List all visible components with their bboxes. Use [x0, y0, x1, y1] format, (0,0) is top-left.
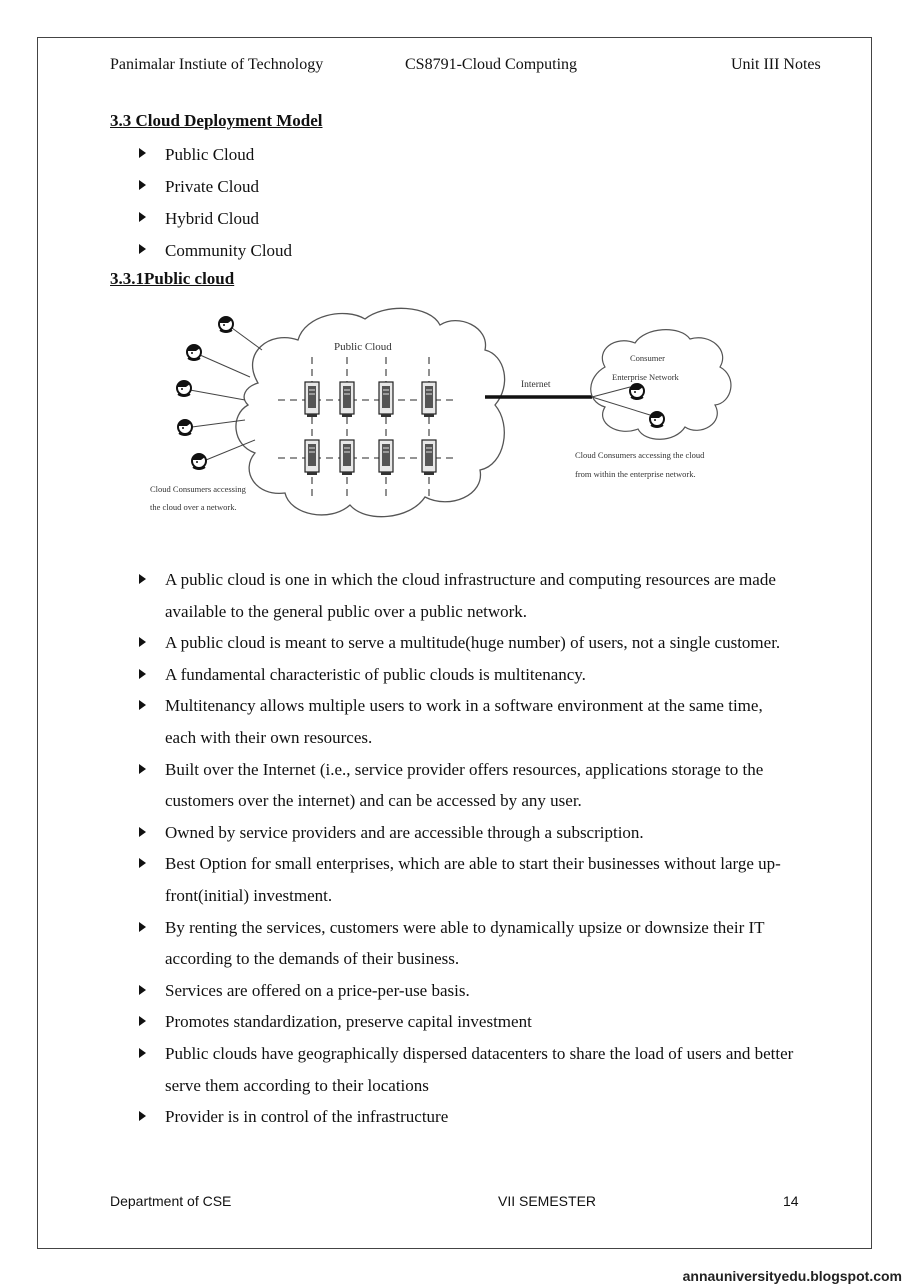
- bullet-arrow-icon: [139, 764, 146, 774]
- header-unit: Unit III Notes: [731, 56, 821, 73]
- consumer-label: Consumer: [630, 353, 665, 363]
- footer-semester: VII SEMESTER: [498, 1193, 597, 1209]
- left-caption-line2: the cloud over a network.: [150, 502, 237, 512]
- header-course: CS8791-Cloud Computing: [405, 56, 578, 73]
- bullet-arrow-icon: [139, 700, 146, 710]
- bullet-arrow-icon: [139, 985, 146, 995]
- left-caption-line1: Cloud Consumers accessing: [150, 484, 246, 494]
- bullet-arrow-icon: [139, 1111, 146, 1121]
- bullet-arrow-icon: [139, 922, 146, 932]
- list-item: Promotes standardization, preserve capital investment: [137, 1006, 797, 1038]
- bullet-arrow-icon: [139, 180, 146, 190]
- footer-page-number: 14: [783, 1193, 799, 1209]
- public-cloud-shape: [236, 308, 505, 516]
- list-item: Owned by service providers and are accessible through a subscription.: [137, 817, 797, 849]
- list-item: Community Cloud: [137, 242, 292, 274]
- list-item: Best Option for small enterprises, which are able to start their businesses without large up-front(initial) investment.: [137, 848, 797, 911]
- list-item: Public clouds have geographically dispersed datacenters to share the load of users and better serve them according to their locations: [137, 1038, 797, 1101]
- deployment-model-list: [137, 146, 292, 274]
- bullet-arrow-icon: [139, 827, 146, 837]
- bullet-arrow-icon: [139, 1016, 146, 1026]
- footer-department: Department of CSE: [110, 1193, 232, 1209]
- bullet-arrow-icon: [139, 244, 146, 254]
- section-title: 3.3 Cloud Deployment Model: [110, 111, 323, 130]
- watermark-url: annauniversityedu.blogspot.com: [682, 1268, 902, 1284]
- public-cloud-points: [137, 564, 797, 1133]
- list-item: Built over the Internet (i.e., service provider offers resources, applications storage to the customers over the internet) and can be accessed by any user.: [137, 754, 797, 817]
- list-item: A public cloud is one in which the cloud infrastructure and computing resources are made available to the general public over a public network.: [137, 564, 797, 627]
- list-item: Hybrid Cloud: [137, 210, 292, 242]
- header-institute: Panimalar Instiute of Technology: [110, 56, 324, 73]
- enterprise-network-label: Enterprise Network: [612, 372, 679, 382]
- right-caption-line2: from within the enterprise network.: [575, 469, 696, 479]
- list-item: A fundamental characteristic of public clouds is multitenancy.: [137, 659, 797, 691]
- public-cloud-label: Public Cloud: [334, 341, 392, 353]
- bullet-arrow-icon: [139, 858, 146, 868]
- public-cloud-diagram: [140, 305, 740, 530]
- list-item: A public cloud is meant to serve a multitude(huge number) of users, not a single customer.: [137, 627, 797, 659]
- list-item: By renting the services, customers were able to dynamically upsize or downsize their IT according to the demands of their business.: [137, 912, 797, 975]
- right-caption-line1: Cloud Consumers accessing the cloud: [575, 450, 705, 460]
- bullet-arrow-icon: [139, 669, 146, 679]
- subsection-title: 3.3.1Public cloud: [110, 269, 235, 288]
- internet-label: Internet: [521, 380, 551, 390]
- bullet-arrow-icon: [139, 1048, 146, 1058]
- bullet-arrow-icon: [139, 148, 146, 158]
- bullet-arrow-icon: [139, 212, 146, 222]
- list-item: Public Cloud: [137, 146, 292, 178]
- list-item: Private Cloud: [137, 178, 292, 210]
- bullet-arrow-icon: [139, 574, 146, 584]
- list-item: Services are offered on a price-per-use basis.: [137, 975, 797, 1007]
- bullet-arrow-icon: [139, 637, 146, 647]
- list-item: Multitenancy allows multiple users to work in a software environment at the same time, each with their own resources.: [137, 690, 797, 753]
- list-item: Provider is in control of the infrastructure: [137, 1101, 797, 1133]
